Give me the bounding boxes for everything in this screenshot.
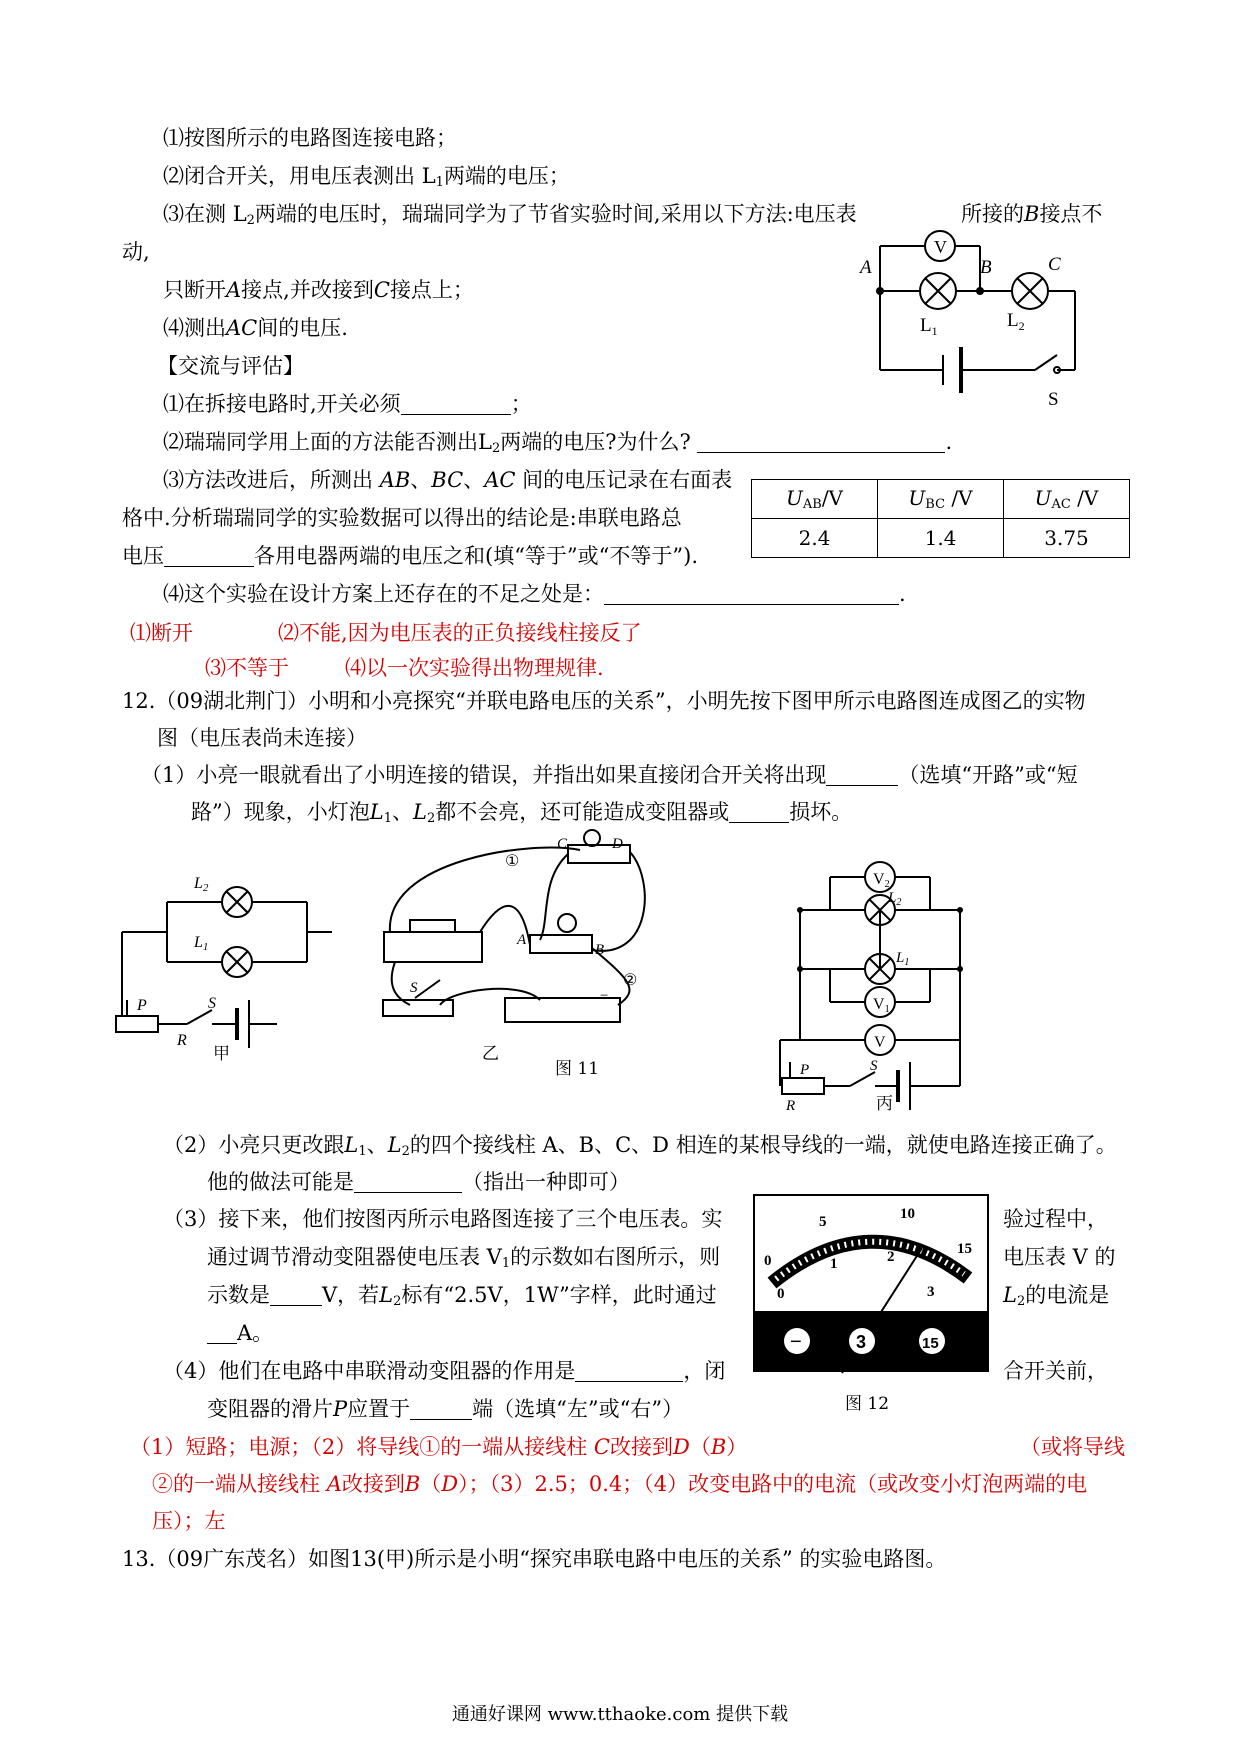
step-3: ⑶在测 $L_2$两端的电压时，瑞瑞同学为了节省实验时间,采用以下方法:电压表 [163, 202, 857, 228]
series-circuit-diagram [850, 225, 1090, 415]
terminal-c-label: C [557, 836, 568, 852]
q12-part-3-cont2: 示数是 V，若$L_2$标有“2.5V，1W”字样，此时通过 [207, 1283, 717, 1309]
lamp-l2-label: $L_2$ [1007, 310, 1025, 333]
point-a-label: A [860, 257, 872, 278]
page-footer: 通通好课网 www.tthaoke.com 提供下载 [451, 1704, 789, 1725]
q12-part-3-right: 验过程中， [1003, 1207, 1108, 1231]
lamp-l1-label: $L_1$ [896, 950, 910, 968]
scale-top-0: 0 [764, 1253, 772, 1269]
question-3-cont: 格中.分析瑞瑞同学的实验数据可以得出的结论是:串联电路总 [122, 506, 682, 530]
figure-yi-label: 乙 [482, 1044, 499, 1064]
q12-part-3-cont: 通过调节滑动变阻器使电压表 $V_1$的示数如右图所示，则 [207, 1245, 721, 1271]
table-cell: 3.75 [1004, 519, 1130, 558]
resistor-label: R [177, 1032, 187, 1049]
q12-part-2: （2）小亮只更改跟$L_1$、$L_2$的四个接线柱 A、B、C、D 相连的某根导线的一端，就使电路连接正确了。 [163, 1133, 1117, 1159]
q12-line-2: 图（电压表尚未连接） [157, 726, 367, 750]
q12-part-3-right2: 电压表 V 的 [1003, 1245, 1116, 1269]
terminal-15: 15 [922, 1335, 939, 1352]
scale-bottom-0: 0 [777, 1286, 785, 1302]
figure-jia-label: 甲 [213, 1044, 230, 1064]
question-2: ⑵瑞瑞同学用上面的方法能否测出$L_2$两端的电压?为什么? . [163, 430, 953, 456]
wire-1-label: ① [505, 853, 520, 870]
answer-11-d: ⑷以一次实验得出物理规律. [345, 656, 604, 680]
table-header: $U_{AB}/V$ [752, 480, 878, 519]
q12-part-1: （1）小亮一眼就看出了小明连接的错误，并指出如果直接闭合开关将出现 （选填“开路”或“短 [141, 763, 1078, 787]
figure-bing-label: 丙 [876, 1094, 893, 1114]
question-1: ⑴在拆接电路时,开关必须 ； [163, 392, 532, 416]
figure-12-caption: 图 12 [845, 1394, 890, 1414]
q12-part-2-cont: 他的做法可能是 （指出一种即可） [207, 1170, 630, 1194]
step-4: ⑷测出AC间的电压. [163, 316, 348, 340]
answer-11-b: ⑵不能,因为电压表的正负接线柱接反了 [278, 621, 642, 645]
q12-part-1-cont: 路”）现象，小灯泡$L_1$、$L_2$都不会亮，还可能造成变阻器或 损坏。 [191, 800, 853, 826]
answer-12-line-3: 压）；左 [152, 1509, 226, 1533]
section-title: 【交流与评估】 [157, 354, 304, 378]
question-3: ⑶方法改进后，所测出 AB、BC、AC 间的电压记录在右面表 [163, 468, 733, 492]
voltmeter-label: V [934, 237, 947, 257]
step-3-cont2: 只断开A接点,并改接到C接点上； [163, 278, 474, 302]
step-1: ⑴按图所示的电路图连接电路； [163, 126, 457, 150]
wire-2-label: ② [623, 972, 638, 989]
table-cell: 2.4 [752, 519, 878, 558]
answer-11-c: ⑶不等于 [205, 656, 289, 680]
question-13: 13.（09广东茂名）如图13(甲)所示是小明“探究串联电路中电压的关系” 的实验电路图。 [122, 1547, 947, 1571]
question-3-cont2: 电压 各用电器两端的电压之和(填“等于”或“不等于”). [122, 544, 699, 568]
lamp-l1-label: L1 [194, 934, 209, 953]
q12-part-3-cont3: A。 [207, 1319, 273, 1347]
table-cell: 1.4 [878, 519, 1004, 558]
answer-11-a: ⑴断开 [130, 621, 193, 645]
answer-12-line-1-right: （或将导线 [1020, 1435, 1125, 1459]
scale-top-5: 5 [819, 1214, 827, 1230]
lamp-l1-label: $L_1$ [920, 315, 938, 338]
point-b-label: B [980, 257, 992, 278]
figure-yi-physical-circuit [380, 836, 660, 1040]
question-4: ⑷这个实验在设计方案上还存在的不足之处是： . [163, 582, 906, 606]
q12-line-1: 12.（09湖北荆门）小明和小亮探究“并联电路电压的关系”，小明先按下图甲所示电路图连成图乙的实物 [122, 689, 1086, 713]
terminal-minus: − [790, 1331, 802, 1353]
figure-11-caption: 图 11 [555, 1059, 600, 1079]
q12-part-4: （4）他们在电路中串联滑动变阻器的作用是 ，闭 [163, 1359, 726, 1383]
scale-bottom-2: 2 [887, 1249, 895, 1265]
q12-part-3-right3: $L_2$的电流是 [1003, 1283, 1110, 1309]
step-2: ⑵闭合开关，用电压表测出 $L_1$两端的电压； [163, 164, 570, 190]
scale-bottom-1: 1 [830, 1256, 838, 1272]
figure-jia-circuit [112, 870, 332, 1060]
v2-label: V2 [873, 871, 890, 890]
table-header: $U_{BC}$ /V [878, 480, 1004, 519]
v1-label: V1 [873, 996, 890, 1015]
scale-top-10: 10 [900, 1206, 915, 1222]
slider-label: P [137, 997, 147, 1014]
scale-bottom-3: 3 [927, 1284, 935, 1300]
lamp-l2-label: $L_2$ [888, 890, 902, 908]
voltage-table [751, 479, 1130, 558]
switch-label: S [1048, 389, 1059, 410]
q12-part-4-right: 合开关前， [1003, 1359, 1108, 1383]
point-c-label: C [1048, 254, 1061, 275]
q12-part-4-cont: 变阻器的滑片P应置于 端（选填“左”或“右”） [207, 1397, 684, 1421]
answer-12-line-2: ②的一端从接线柱 A改接到B（D）；（3）2.5；0.4；（4）改变电路中的电流（或改变小灯泡两端的电 [152, 1472, 1088, 1496]
v-label: V [874, 1034, 886, 1051]
terminal-a-label: A [517, 932, 527, 948]
voltmeter-dial-figure [752, 1193, 992, 1373]
step-3-tail: 所接的B接点不 [961, 202, 1103, 226]
figure-bing-circuit [770, 852, 990, 1114]
terminal-d-label: D [612, 836, 623, 852]
switch-label: S [870, 1058, 878, 1074]
answer-12-line-1: （1）短路；电源；（2）将导线①的一端从接线柱 C改接到D（B） [130, 1435, 748, 1459]
step-3-cont: 动, [122, 240, 150, 264]
terminal-b-label: B [595, 942, 605, 958]
terminal-3: 3 [856, 1332, 867, 1352]
switch-label: S [410, 980, 418, 996]
switch-label: S [208, 995, 216, 1012]
battery-plus-label: − [600, 988, 609, 1004]
lamp-l2-label: L2 [194, 875, 209, 894]
resistor-label: R [786, 1098, 796, 1114]
q12-part-3: （3）接下来，他们按图丙所示电路图连接了三个电压表。实 [163, 1207, 723, 1231]
slider-label: P [800, 1062, 810, 1078]
scale-top-15: 15 [957, 1241, 972, 1257]
table-header: $U_{AC}$ /V [1004, 480, 1130, 519]
